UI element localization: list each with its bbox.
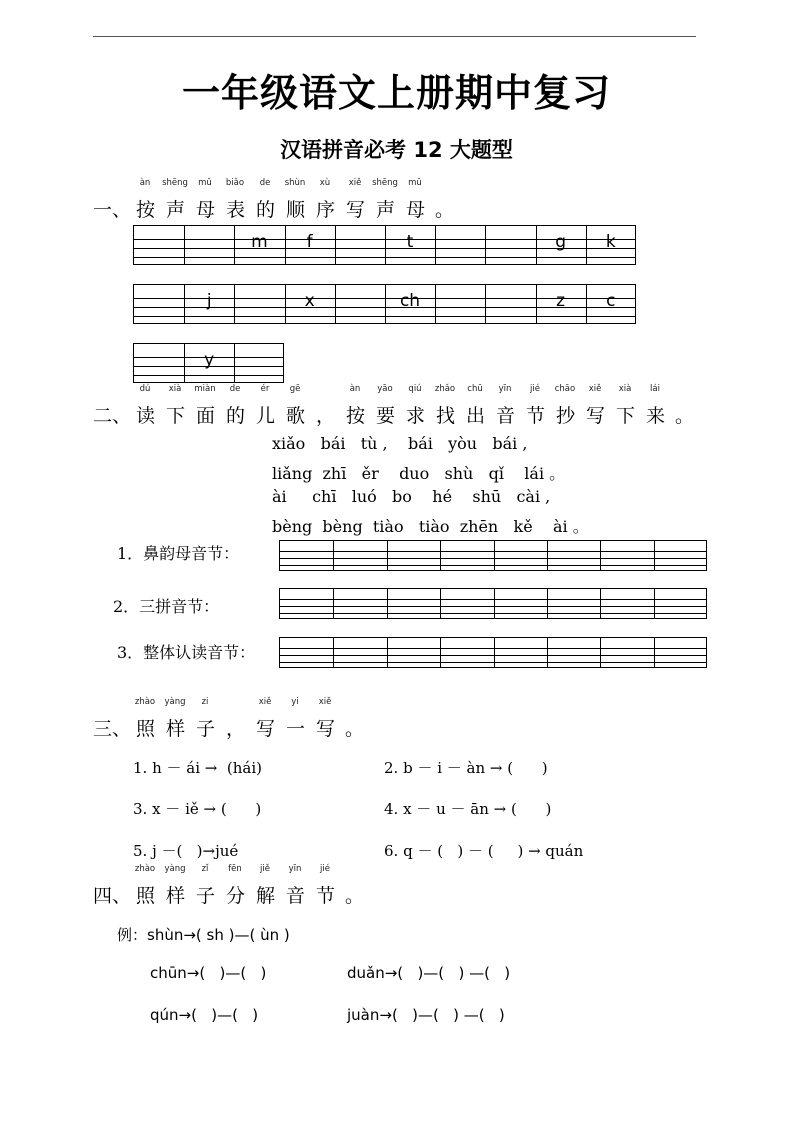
hanzi: 的	[225, 405, 245, 427]
section-4-heading	[93, 864, 493, 912]
heading-char	[345, 178, 366, 222]
grid-cell-divider	[654, 541, 655, 570]
heading-char	[135, 384, 156, 428]
section-1-heading	[93, 178, 693, 226]
hanzi: 写	[585, 405, 605, 427]
grid-cell-divider	[335, 226, 336, 264]
grid-letter: ch	[399, 291, 421, 311]
page-subtitle: 汉语拼音必考 12 大题型	[280, 138, 513, 162]
pinyin-annotation: chāo	[554, 384, 576, 394]
pinyin-annotation: shēng	[372, 178, 398, 188]
hanzi: 母	[405, 199, 425, 221]
task-whole-syllable-label: 3．整体认读音节：	[117, 643, 256, 662]
hanzi: 表	[225, 199, 245, 221]
answer-grid-nasal-finals[interactable]	[279, 540, 707, 571]
hanzi: 样	[165, 718, 185, 740]
pinyin-annotation: xià	[618, 384, 632, 394]
pinyin-annotation: shùn	[284, 178, 306, 188]
hanzi: 序	[315, 199, 335, 221]
hanzi: 下	[615, 405, 635, 427]
exercise-4-item-2[interactable]: duǎn→( )—( ) —( )	[347, 964, 511, 982]
heading-char	[284, 178, 306, 222]
hanzi: 要	[375, 405, 395, 427]
heading-char	[315, 697, 336, 741]
hanzi: 读	[135, 405, 155, 427]
exercise-4-example: 例：shùn→( sh )—( ùn )	[117, 926, 290, 944]
grid-cell-divider	[333, 541, 334, 570]
grid-cell-divider	[547, 589, 548, 618]
heading-char	[134, 864, 156, 908]
consonant-grid-row-1	[133, 225, 636, 265]
answer-grid-three-part[interactable]	[279, 588, 707, 619]
pinyin-annotation: zi	[201, 697, 209, 707]
heading-char	[135, 178, 156, 222]
grid-cell-divider	[435, 226, 436, 264]
heading-char	[372, 178, 398, 222]
exercise-3-item-6[interactable]: 6. q － ( ) － ( ) → quán	[384, 842, 584, 860]
grid-letter: x	[304, 291, 315, 311]
task-three-part-label: 2．三拼音节：	[113, 597, 220, 616]
pinyin-annotation: de	[259, 178, 271, 188]
pinyin-annotation: mǔ	[408, 178, 422, 188]
pinyin-annotation: qiú	[408, 384, 422, 394]
pinyin-annotation: ér	[260, 384, 270, 394]
heading-end-mark: 。	[675, 405, 695, 427]
grid-cell-divider	[494, 589, 495, 618]
pinyin-annotation: yīn	[288, 864, 302, 874]
hanzi: 声	[375, 199, 395, 221]
heading-char	[164, 697, 186, 741]
grid-cell-divider	[485, 226, 486, 264]
exercise-4-item-4[interactable]: juàn→( )—( ) —( )	[347, 1006, 505, 1024]
heading-char	[162, 178, 188, 222]
hanzi: 照	[135, 718, 155, 740]
grid-guide-line	[134, 375, 283, 376]
hanzi: 节	[525, 405, 545, 427]
grid-cell-divider	[600, 638, 601, 667]
section-number: 三、	[93, 718, 132, 740]
pinyin-annotation: xiě	[258, 697, 272, 707]
section-3-heading	[93, 697, 493, 745]
task-nasal-finals-label: 1．鼻韵母音节：	[117, 544, 240, 563]
hanzi: 节	[315, 885, 335, 907]
poem-line-1: xiǎo bái tù , bái yòu bái ,	[272, 434, 528, 453]
exercise-3-item-3[interactable]: 3. x － iě → ( )	[133, 800, 262, 818]
page-title: 一年级语文上册期中复习	[181, 70, 611, 115]
heading-char	[525, 384, 546, 428]
hanzi: 样	[165, 885, 185, 907]
hanzi: 来	[645, 405, 665, 427]
pinyin-annotation: de	[229, 384, 241, 394]
hanzi: 下	[165, 405, 185, 427]
pinyin-annotation: yīn	[498, 384, 512, 394]
pinyin-annotation: zhǎo	[434, 384, 456, 394]
section-number: 二、	[93, 405, 132, 427]
heading-char	[375, 384, 396, 428]
pinyin-annotation: miàn	[194, 384, 216, 394]
pinyin-annotation: àn	[139, 178, 151, 188]
hanzi: ，	[225, 718, 245, 740]
hanzi: 声	[165, 199, 185, 221]
pinyin-annotation: jiě	[260, 864, 270, 874]
hanzi: 写	[315, 718, 335, 740]
hanzi: 按	[135, 199, 155, 221]
grid-cell-divider	[234, 344, 235, 382]
grid-cell-divider	[234, 285, 235, 323]
grid-cell-divider	[600, 589, 601, 618]
grid-cell-divider	[184, 226, 185, 264]
pinyin-annotation: yi	[291, 697, 299, 707]
grid-cell-divider	[654, 638, 655, 667]
pinyin-annotation: zǐ	[201, 864, 209, 874]
heading-char	[225, 864, 246, 908]
hanzi: 歌	[285, 405, 305, 427]
hanzi: 的	[255, 199, 275, 221]
hanzi: 母	[195, 199, 215, 221]
hanzi: 抄	[555, 405, 575, 427]
pinyin-annotation: chū	[467, 384, 483, 394]
hanzi: 照	[135, 885, 155, 907]
poem-line-4: bèng bèng tiào tiào zhēn kě ài 。	[272, 517, 589, 536]
pinyin-annotation: biǎo	[225, 178, 245, 188]
grid-cell-divider	[547, 541, 548, 570]
poem-line-2: liǎng zhī ěr duo shù qǐ lái 。	[272, 464, 566, 483]
grid-cell-divider	[654, 589, 655, 618]
pinyin-annotation: xià	[168, 384, 182, 394]
section-number: 一、	[93, 199, 132, 221]
grid-cell-divider	[494, 541, 495, 570]
grid-cell-divider	[600, 541, 601, 570]
pinyin-annotation: jié	[320, 864, 330, 874]
grid-cell-divider	[387, 589, 388, 618]
heading-char	[255, 697, 276, 741]
pinyin-annotation: xù	[319, 178, 331, 188]
heading-char	[195, 864, 216, 908]
pinyin-annotation: shēng	[162, 178, 188, 188]
hanzi: 子	[195, 885, 215, 907]
hanzi: 出	[465, 405, 485, 427]
heading-char	[134, 697, 156, 741]
heading-char	[225, 384, 246, 428]
heading-char	[195, 178, 216, 222]
heading-char	[285, 384, 306, 428]
heading-char	[405, 384, 426, 428]
heading-char	[434, 384, 456, 428]
exercise-3-item-2[interactable]: 2. b － i － àn → ( )	[384, 759, 548, 777]
section-2-heading	[93, 384, 773, 432]
grid-letter: c	[606, 291, 616, 311]
heading-char	[225, 178, 246, 222]
consonant-grid-row-2	[133, 284, 636, 324]
hanzi: 面	[195, 405, 215, 427]
heading-char	[465, 384, 486, 428]
grid-letter: t	[406, 232, 414, 252]
hanzi: 按	[345, 405, 365, 427]
pinyin-annotation: xiě	[348, 178, 362, 188]
hanzi: 音	[495, 405, 515, 427]
grid-letter: m	[251, 232, 268, 252]
grid-cell-divider	[335, 285, 336, 323]
grid-cell-divider	[440, 541, 441, 570]
hanzi: 写	[345, 199, 365, 221]
grid-letter: y	[204, 350, 215, 370]
exercise-3-item-5[interactable]: 5. j －( )→jué	[133, 842, 239, 860]
consonant-grid-row-3	[133, 343, 284, 383]
pinyin-annotation: zhào	[134, 864, 156, 874]
section-number: 四、	[93, 885, 132, 907]
heading-char	[285, 697, 306, 741]
grid-cell-divider	[547, 638, 548, 667]
grid-letter: g	[555, 232, 566, 252]
pinyin-annotation: mǔ	[198, 178, 212, 188]
hanzi: 分	[225, 885, 245, 907]
top-rule	[93, 36, 696, 37]
grid-letter: f	[306, 232, 313, 252]
pinyin-annotation: yāo	[377, 384, 393, 394]
pinyin-annotation: jié	[530, 384, 540, 394]
heading-char	[345, 384, 366, 428]
pinyin-annotation: zhào	[134, 697, 156, 707]
heading-end-mark: 。	[345, 885, 365, 907]
heading-char	[194, 384, 216, 428]
hanzi: 写	[255, 718, 275, 740]
heading-char	[225, 714, 246, 741]
heading-char	[165, 384, 186, 428]
hanzi: 解	[255, 885, 275, 907]
heading-char	[315, 864, 336, 908]
exercise-4-item-1[interactable]: chūn→( )—( )	[150, 964, 267, 982]
pinyin-annotation: xiě	[588, 384, 602, 394]
heading-char	[195, 697, 216, 741]
exercise-4-item-3[interactable]: qún→( )—( )	[150, 1006, 259, 1024]
pinyin-annotation: gē	[289, 384, 301, 394]
grid-cell-divider	[494, 638, 495, 667]
hanzi: 求	[405, 405, 425, 427]
heading-char	[315, 178, 336, 222]
heading-char	[255, 384, 276, 428]
heading-char	[315, 401, 336, 428]
grid-cell-divider	[333, 638, 334, 667]
grid-letter: k	[605, 232, 616, 252]
heading-char	[255, 178, 276, 222]
pinyin-annotation: xiě	[318, 697, 332, 707]
heading-char	[554, 384, 576, 428]
grid-cell-divider	[485, 285, 486, 323]
grid-cell-divider	[440, 638, 441, 667]
pinyin-annotation: lái	[650, 384, 660, 394]
heading-end-mark: 。	[435, 199, 455, 221]
exercise-3-item-1: 1. h － ái → (hái)	[133, 759, 262, 777]
grid-letter: j	[206, 291, 212, 311]
heading-char	[615, 384, 636, 428]
hanzi: 找	[435, 405, 455, 427]
pinyin-annotation: fēn	[228, 864, 242, 874]
grid-cell-divider	[333, 589, 334, 618]
poem-line-3: ài chī luó bo hé shū cài ,	[272, 487, 551, 506]
grid-cell-divider	[387, 541, 388, 570]
heading-char	[645, 384, 666, 428]
pinyin-annotation: dú	[139, 384, 151, 394]
heading-char	[405, 178, 426, 222]
exercise-3-item-4[interactable]: 4. x － u － ān → ( )	[384, 800, 552, 818]
hanzi: ，	[315, 405, 335, 427]
grid-cell-divider	[435, 285, 436, 323]
heading-char	[495, 384, 516, 428]
hanzi: 子	[195, 718, 215, 740]
heading-char	[255, 864, 276, 908]
heading-end-mark: 。	[345, 718, 365, 740]
pinyin-annotation: àn	[349, 384, 361, 394]
grid-letter: z	[556, 291, 566, 311]
hanzi: 儿	[255, 405, 275, 427]
hanzi: 顺	[285, 199, 305, 221]
hanzi: 一	[285, 718, 305, 740]
grid-cell-divider	[440, 589, 441, 618]
pinyin-annotation: yàng	[164, 864, 186, 874]
grid-cell-divider	[387, 638, 388, 667]
heading-char	[585, 384, 606, 428]
heading-char	[285, 864, 306, 908]
heading-char	[164, 864, 186, 908]
hanzi: 音	[285, 885, 305, 907]
pinyin-annotation: yàng	[164, 697, 186, 707]
answer-grid-whole-syllable[interactable]	[279, 637, 707, 668]
